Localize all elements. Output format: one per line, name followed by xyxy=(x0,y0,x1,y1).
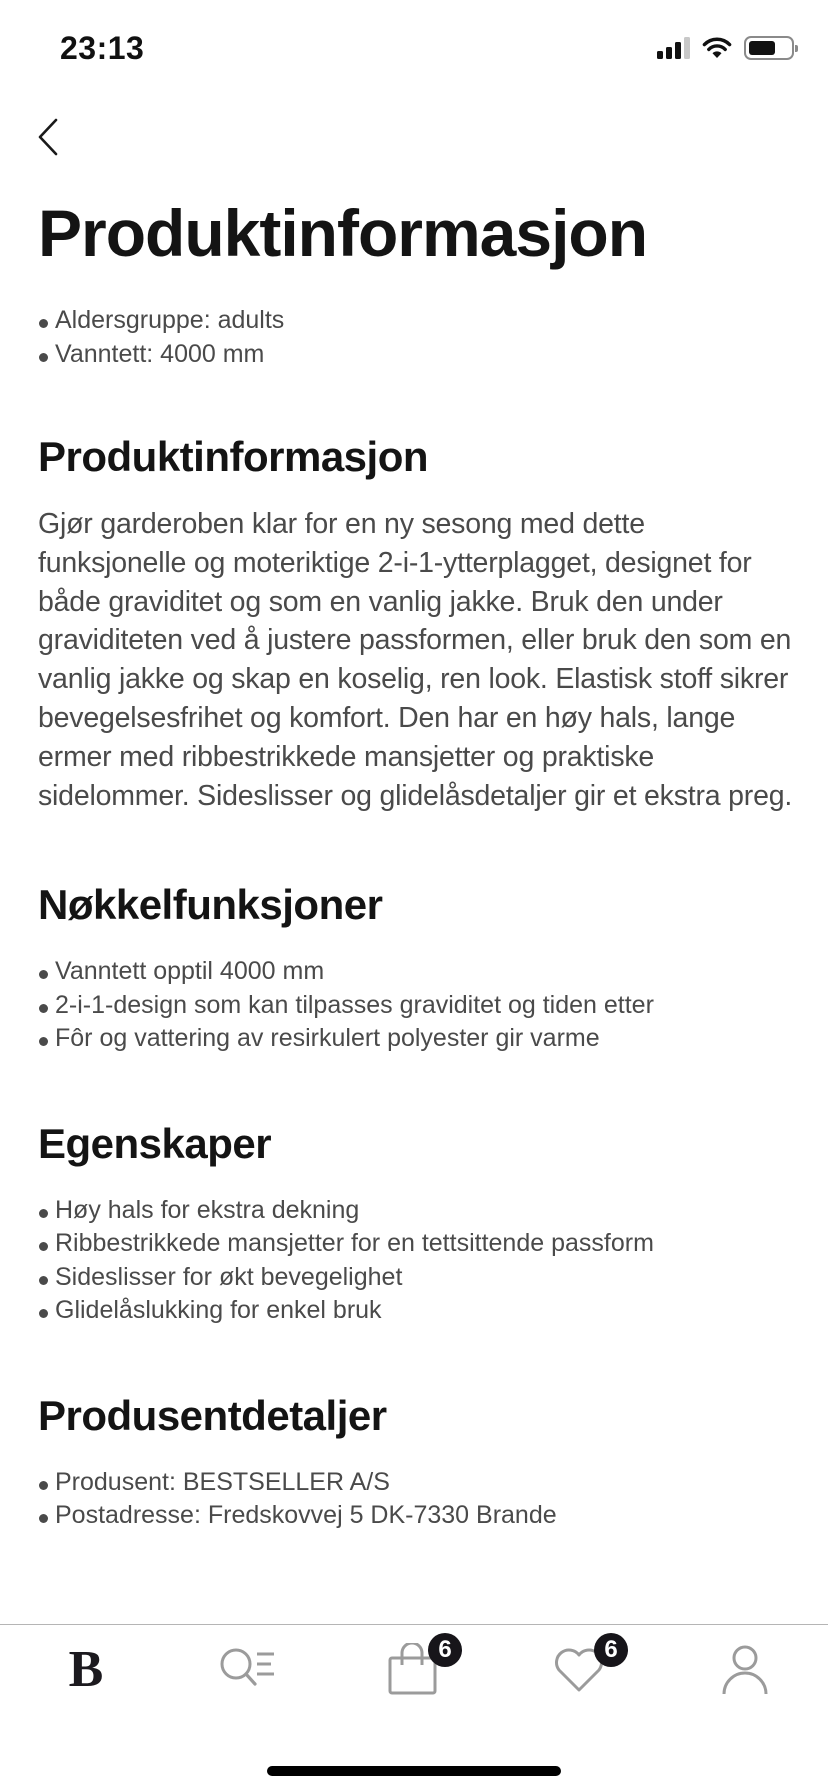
key-features-list xyxy=(38,955,798,1056)
list-item: Ribbestrikkede mansjetter for en tettsittende passform xyxy=(38,1227,798,1261)
section-heading-properties: Egenskaper xyxy=(38,1119,272,1167)
search-list-icon xyxy=(217,1645,279,1695)
battery-icon xyxy=(744,36,794,60)
home-indicator[interactable] xyxy=(267,1766,561,1776)
properties-list xyxy=(38,1194,798,1328)
chevron-left-icon xyxy=(37,118,59,156)
status-bar xyxy=(0,0,828,100)
section-heading-key-features: Nøkkelfunksjoner xyxy=(38,881,383,929)
list-item: Postadresse: Fredskovvej 5 DK-7330 Brande xyxy=(38,1499,798,1533)
list-item: Glidelåslukking for enkel bruk xyxy=(38,1294,798,1328)
wishlist-count-badge: 6 xyxy=(594,1633,628,1667)
tab-profile[interactable] xyxy=(710,1639,780,1701)
list-item: Høy hals for ekstra dekning xyxy=(38,1194,798,1228)
list-item: Aldersgruppe: adults xyxy=(38,304,798,338)
brand-logo-icon: B xyxy=(68,1641,102,1698)
cellular-signal-icon xyxy=(657,37,690,59)
wifi-icon xyxy=(702,37,732,59)
product-description: Gjør garderoben klar for en ny sesong med dette funksjonelle og moteriktige 2-i-1-ytterplagget, designet for både graviditet og som en vanlig jakke. Bruk den under graviditeten ved å justere passformen, eller bruk den som en vanlig jakke og skap en koselig, ren look. Elastisk stoff sikrer bevegelsesfrihet og komfort. Den har en høy hals, lange ermer med ribbestrikkede mansjetter og praktiske sidelommer. Sideslisser og glidelåsdetaljer gir et ekstra preg. xyxy=(38,508,793,812)
section-heading-product-info: Produktinformasjon xyxy=(38,433,429,480)
person-icon xyxy=(720,1644,770,1696)
product-info-content xyxy=(38,190,798,1533)
tab-search[interactable] xyxy=(213,1639,283,1701)
list-item: Fôr og vattering av resirkulert polyester gir varme xyxy=(38,1022,798,1056)
list-item: Vanntett: 4000 mm xyxy=(38,338,798,372)
status-icons xyxy=(657,36,794,60)
tab-bag[interactable] xyxy=(378,1636,452,1701)
section-heading-manufacturer: Produsentdetaljer xyxy=(38,1391,387,1439)
list-item: 2-i-1-design som kan tilpasses graviditet og tiden etter xyxy=(38,989,798,1023)
tab-home[interactable] xyxy=(50,1639,120,1701)
page-title: Produktinformasjon xyxy=(38,196,648,270)
manufacturer-details-list xyxy=(38,1466,798,1533)
list-item: Produsent: BESTSELLER A/S xyxy=(38,1466,798,1500)
tab-wishlist[interactable] xyxy=(544,1636,618,1701)
status-time: 23:13 xyxy=(60,30,145,66)
cart-count-badge: 6 xyxy=(428,1633,462,1667)
back-button[interactable] xyxy=(30,112,66,162)
list-item: Sideslisser for økt bevegelighet xyxy=(38,1261,798,1295)
intro-attributes-list xyxy=(38,304,798,371)
list-item: Vanntett opptil 4000 mm xyxy=(38,955,798,989)
